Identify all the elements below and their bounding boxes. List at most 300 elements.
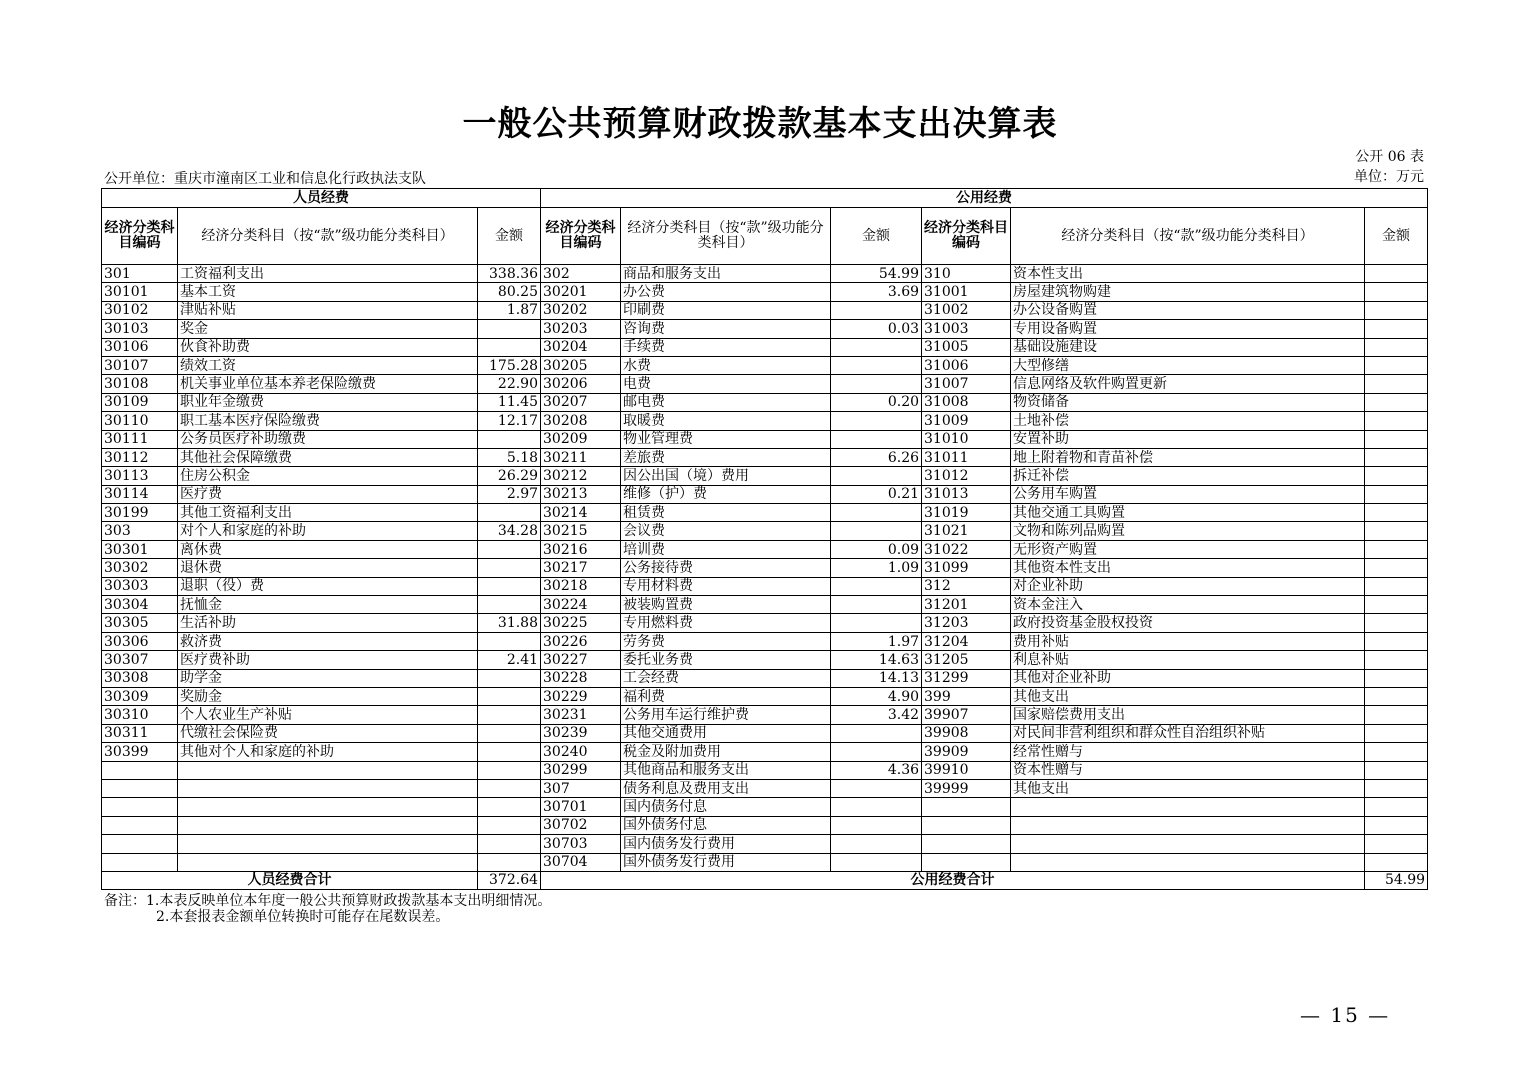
- cell-name: 维修（护）费: [621, 485, 831, 503]
- cell-name: 其他工资福利支出: [178, 504, 478, 522]
- cell-amount: [1365, 761, 1428, 779]
- cell-name: 对个人和家庭的补助: [178, 522, 478, 540]
- table-row: [102, 687, 1428, 705]
- cell-amount: [1365, 706, 1428, 724]
- section-personnel: 人员经费: [102, 189, 541, 208]
- cell-name: 资本性支出: [1011, 265, 1365, 283]
- note-line-1: 备注：1.本表反映单位本年度一般公共预算财政拨款基本支出明细情况。: [104, 893, 552, 909]
- cell-name: 商品和服务支出: [621, 265, 831, 283]
- totals-row: [102, 871, 1428, 889]
- cell-amount: [831, 338, 922, 356]
- cell-code: 31299: [922, 669, 1011, 687]
- cell-amount: [831, 596, 922, 614]
- cell-name: 国家赔偿费用支出: [1011, 706, 1365, 724]
- cell-amount: 12.17: [478, 412, 541, 430]
- header-code-3: 经济分类科目编码: [922, 208, 1011, 265]
- cell-name: 专用设备购置: [1011, 320, 1365, 338]
- table-row: [102, 320, 1428, 338]
- cell-amount: [1365, 577, 1428, 595]
- cell-name: 水费: [621, 356, 831, 374]
- cell-amount: 4.36: [831, 761, 922, 779]
- cell-code: [102, 761, 178, 779]
- cell-code: 31204: [922, 632, 1011, 650]
- cell-name: 债务利息及费用支出: [621, 779, 831, 797]
- cell-amount: [1365, 283, 1428, 301]
- cell-amount: [1365, 301, 1428, 319]
- cell-amount: 14.13: [831, 669, 922, 687]
- cell-amount: 80.25: [478, 283, 541, 301]
- cell-name: 资本性赠与: [1011, 761, 1365, 779]
- cell-code: 30215: [541, 522, 621, 540]
- cell-name: 信息网络及软件购置更新: [1011, 375, 1365, 393]
- cell-code: 30102: [102, 301, 178, 319]
- table-row: [102, 706, 1428, 724]
- cell-amount: [1365, 265, 1428, 283]
- cell-code: 30213: [541, 485, 621, 503]
- cell-code: 399: [922, 687, 1011, 705]
- cell-amount: [1365, 375, 1428, 393]
- cell-code: 30204: [541, 338, 621, 356]
- table-row: [102, 596, 1428, 614]
- cell-code: 30207: [541, 393, 621, 411]
- cell-name: 大型修缮: [1011, 356, 1365, 374]
- cell-code: [922, 816, 1011, 834]
- cell-code: 30225: [541, 614, 621, 632]
- cell-code: 30110: [102, 412, 178, 430]
- cell-name: 取暖费: [621, 412, 831, 430]
- cell-code: 30305: [102, 614, 178, 632]
- cell-code: 30704: [541, 853, 621, 871]
- cell-name: 劳务费: [621, 632, 831, 650]
- cell-amount: 1.09: [831, 559, 922, 577]
- cell-name: 退休费: [178, 559, 478, 577]
- cell-code: [102, 779, 178, 797]
- cell-amount: [1365, 614, 1428, 632]
- cell-code: [922, 798, 1011, 816]
- personnel-total-value: 372.64: [478, 871, 541, 889]
- cell-name: 医疗费: [178, 485, 478, 503]
- table-row: [102, 430, 1428, 448]
- cell-amount: [1365, 632, 1428, 650]
- table-row: [102, 338, 1428, 356]
- cell-code: 30107: [102, 356, 178, 374]
- cell-amount: 3.42: [831, 706, 922, 724]
- cell-code: 30101: [102, 283, 178, 301]
- cell-name: 拆迁补偿: [1011, 467, 1365, 485]
- header-amount-3: 金额: [1365, 208, 1428, 265]
- cell-code: 30106: [102, 338, 178, 356]
- cell-amount: [1365, 651, 1428, 669]
- cell-name: 政府投资基金股权投资: [1011, 614, 1365, 632]
- cell-code: [102, 798, 178, 816]
- cell-code: 30303: [102, 577, 178, 595]
- cell-amount: 5.18: [478, 448, 541, 466]
- cell-name: 基本工资: [178, 283, 478, 301]
- cell-amount: [1365, 393, 1428, 411]
- header-amount-2: 金额: [831, 208, 922, 265]
- cell-amount: [1365, 448, 1428, 466]
- cell-code: 312: [922, 577, 1011, 595]
- table-row: [102, 724, 1428, 742]
- cell-name: 津贴补贴: [178, 301, 478, 319]
- cell-name: [1011, 816, 1365, 834]
- cell-name: 代缴社会保险费: [178, 724, 478, 742]
- cell-name: 印刷费: [621, 301, 831, 319]
- cell-code: 30227: [541, 651, 621, 669]
- cell-code: 31012: [922, 467, 1011, 485]
- cell-amount: [478, 632, 541, 650]
- section-public: 公用经费: [541, 189, 1428, 208]
- cell-amount: [831, 467, 922, 485]
- table-row: [102, 577, 1428, 595]
- cell-code: 30208: [541, 412, 621, 430]
- cell-code: 30214: [541, 504, 621, 522]
- cell-name: 邮电费: [621, 393, 831, 411]
- cell-amount: 22.90: [478, 375, 541, 393]
- cell-amount: [1365, 687, 1428, 705]
- cell-name: 其他资本性支出: [1011, 559, 1365, 577]
- cell-code: 30702: [541, 816, 621, 834]
- cell-name: 奖励金: [178, 687, 478, 705]
- cell-amount: 3.69: [831, 283, 922, 301]
- cell-amount: 175.28: [478, 356, 541, 374]
- cell-name: 其他交通费用: [621, 724, 831, 742]
- cell-code: 31006: [922, 356, 1011, 374]
- cell-code: 30201: [541, 283, 621, 301]
- cell-amount: [1365, 485, 1428, 503]
- cell-code: 31205: [922, 651, 1011, 669]
- cell-amount: 0.03: [831, 320, 922, 338]
- cell-code: 30218: [541, 577, 621, 595]
- cell-name: 因公出国（境）费用: [621, 467, 831, 485]
- cell-name: 专用燃料费: [621, 614, 831, 632]
- cell-amount: [1365, 412, 1428, 430]
- cell-amount: [1365, 724, 1428, 742]
- table-row: [102, 412, 1428, 430]
- cell-amount: [831, 522, 922, 540]
- cell-amount: [831, 301, 922, 319]
- cell-amount: [831, 577, 922, 595]
- money-unit: 单位：万元: [1354, 169, 1424, 185]
- cell-name: 培训费: [621, 540, 831, 558]
- cell-code: 30302: [102, 559, 178, 577]
- table-row: [102, 632, 1428, 650]
- cell-amount: [478, 504, 541, 522]
- cell-amount: [478, 724, 541, 742]
- header-name-2: 经济分类科目（按“款”级功能分类科目）: [621, 208, 831, 265]
- cell-amount: [831, 798, 922, 816]
- cell-code: 30202: [541, 301, 621, 319]
- cell-code: 30703: [541, 835, 621, 853]
- cell-code: 31203: [922, 614, 1011, 632]
- cell-code: 31021: [922, 522, 1011, 540]
- cell-code: 31013: [922, 485, 1011, 503]
- cell-amount: 34.28: [478, 522, 541, 540]
- cell-code: 39908: [922, 724, 1011, 742]
- table-row: [102, 779, 1428, 797]
- cell-amount: [478, 320, 541, 338]
- cell-amount: [1365, 467, 1428, 485]
- cell-amount: [1365, 743, 1428, 761]
- cell-amount: [478, 743, 541, 761]
- cell-code: 30111: [102, 430, 178, 448]
- cell-amount: [831, 743, 922, 761]
- cell-code: 310: [922, 265, 1011, 283]
- cell-name: 租赁费: [621, 504, 831, 522]
- cell-code: 30309: [102, 687, 178, 705]
- page-number: — 15 —: [1300, 1003, 1391, 1027]
- cell-code: 30224: [541, 596, 621, 614]
- section-header-row: [102, 189, 1428, 208]
- cell-name: [178, 853, 478, 871]
- cell-amount: [831, 724, 922, 742]
- cell-name: 安置补助: [1011, 430, 1365, 448]
- cell-amount: 0.20: [831, 393, 922, 411]
- table-row: [102, 743, 1428, 761]
- cell-amount: [1365, 320, 1428, 338]
- cell-amount: [1365, 504, 1428, 522]
- form-number: 公开 06 表: [1355, 149, 1424, 165]
- cell-name: 被装购置费: [621, 596, 831, 614]
- cell-amount: 6.26: [831, 448, 922, 466]
- cell-name: [178, 816, 478, 834]
- cell-code: 30217: [541, 559, 621, 577]
- cell-name: 奖金: [178, 320, 478, 338]
- cell-code: 30114: [102, 485, 178, 503]
- cell-code: 30199: [102, 504, 178, 522]
- cell-name: 住房公积金: [178, 467, 478, 485]
- table-row: [102, 853, 1428, 871]
- cell-name: 土地补偿: [1011, 412, 1365, 430]
- cell-amount: [1365, 669, 1428, 687]
- cell-code: 30229: [541, 687, 621, 705]
- table-row: [102, 301, 1428, 319]
- note-line-2: 2.本套报表金额单位转换时可能存在尾数误差。: [156, 909, 450, 925]
- cell-amount: [1365, 779, 1428, 797]
- cell-amount: 14.63: [831, 651, 922, 669]
- cell-amount: 11.45: [478, 393, 541, 411]
- table-row: [102, 265, 1428, 283]
- cell-amount: [1365, 559, 1428, 577]
- table-row: [102, 393, 1428, 411]
- cell-amount: [831, 375, 922, 393]
- cell-code: 30211: [541, 448, 621, 466]
- cell-name: 办公设备购置: [1011, 301, 1365, 319]
- cell-code: 31002: [922, 301, 1011, 319]
- table-row: [102, 504, 1428, 522]
- cell-code: 30311: [102, 724, 178, 742]
- cell-code: 30306: [102, 632, 178, 650]
- cell-code: 301: [102, 265, 178, 283]
- header-code-2: 经济分类科目编码: [541, 208, 621, 265]
- cell-name: 公务接待费: [621, 559, 831, 577]
- cell-name: 职工基本医疗保险缴费: [178, 412, 478, 430]
- table-row: [102, 356, 1428, 374]
- cell-code: 30308: [102, 669, 178, 687]
- cell-name: 伙食补助费: [178, 338, 478, 356]
- cell-code: [922, 835, 1011, 853]
- reporting-unit: 公开单位：重庆市潼南区工业和信息化行政执法支队: [104, 171, 426, 187]
- cell-code: 30206: [541, 375, 621, 393]
- column-header-row: [102, 208, 1428, 265]
- cell-code: 39910: [922, 761, 1011, 779]
- cell-code: 30307: [102, 651, 178, 669]
- table-row: [102, 485, 1428, 503]
- cell-name: 资本金注入: [1011, 596, 1365, 614]
- cell-name: 其他社会保障缴费: [178, 448, 478, 466]
- cell-amount: [831, 356, 922, 374]
- expenditure-table: [101, 188, 1428, 890]
- table-row: [102, 522, 1428, 540]
- cell-amount: [1365, 540, 1428, 558]
- table-row: [102, 816, 1428, 834]
- cell-name: 抚恤金: [178, 596, 478, 614]
- cell-code: 31001: [922, 283, 1011, 301]
- cell-name: 利息补贴: [1011, 651, 1365, 669]
- cell-code: 30299: [541, 761, 621, 779]
- cell-name: 对企业补助: [1011, 577, 1365, 595]
- cell-name: 差旅费: [621, 448, 831, 466]
- cell-code: [102, 835, 178, 853]
- cell-amount: 2.41: [478, 651, 541, 669]
- cell-name: 咨询费: [621, 320, 831, 338]
- cell-amount: [478, 430, 541, 448]
- table-row: [102, 283, 1428, 301]
- cell-name: 机关事业单位基本养老保险缴费: [178, 375, 478, 393]
- cell-code: 303: [102, 522, 178, 540]
- cell-amount: [831, 504, 922, 522]
- cell-amount: [831, 779, 922, 797]
- cell-code: 31009: [922, 412, 1011, 430]
- cell-amount: [478, 596, 541, 614]
- table-row: [102, 761, 1428, 779]
- cell-name: 无形资产购置: [1011, 540, 1365, 558]
- cell-amount: [1365, 356, 1428, 374]
- cell-code: 31011: [922, 448, 1011, 466]
- cell-amount: [831, 816, 922, 834]
- cell-amount: [478, 779, 541, 797]
- cell-name: 国内债务付息: [621, 798, 831, 816]
- cell-name: 经常性赠与: [1011, 743, 1365, 761]
- cell-name: 职业年金缴费: [178, 393, 478, 411]
- cell-name: 其他对企业补助: [1011, 669, 1365, 687]
- cell-name: 国外债务发行费用: [621, 853, 831, 871]
- public-total-value: 54.99: [1365, 871, 1428, 889]
- table-row: [102, 835, 1428, 853]
- cell-name: 其他支出: [1011, 687, 1365, 705]
- cell-name: 个人农业生产补贴: [178, 706, 478, 724]
- cell-amount: 0.21: [831, 485, 922, 503]
- cell-name: 物资储备: [1011, 393, 1365, 411]
- cell-name: 其他对个人和家庭的补助: [178, 743, 478, 761]
- cell-code: 39999: [922, 779, 1011, 797]
- cell-name: 税金及附加费用: [621, 743, 831, 761]
- cell-amount: [1365, 338, 1428, 356]
- table-row: [102, 540, 1428, 558]
- cell-name: 退职（役）费: [178, 577, 478, 595]
- cell-name: [178, 761, 478, 779]
- cell-amount: [478, 669, 541, 687]
- cell-amount: [1365, 522, 1428, 540]
- cell-name: 生活补助: [178, 614, 478, 632]
- cell-name: [178, 835, 478, 853]
- cell-amount: [1365, 798, 1428, 816]
- header-name-3: 经济分类科目（按“款”级功能分类科目）: [1011, 208, 1365, 265]
- cell-amount: 0.09: [831, 540, 922, 558]
- cell-name: [178, 779, 478, 797]
- cell-amount: [478, 559, 541, 577]
- cell-amount: [478, 577, 541, 595]
- cell-code: 31003: [922, 320, 1011, 338]
- cell-name: 绩效工资: [178, 356, 478, 374]
- cell-name: 助学金: [178, 669, 478, 687]
- cell-code: 31007: [922, 375, 1011, 393]
- cell-code: 30304: [102, 596, 178, 614]
- cell-amount: [1365, 835, 1428, 853]
- table-row: [102, 798, 1428, 816]
- cell-code: 31005: [922, 338, 1011, 356]
- cell-code: 30231: [541, 706, 621, 724]
- cell-name: 电费: [621, 375, 831, 393]
- cell-name: 国内债务发行费用: [621, 835, 831, 853]
- cell-code: 31008: [922, 393, 1011, 411]
- header-name-1: 经济分类科目（按“款”级功能分类科目）: [178, 208, 478, 265]
- cell-amount: [478, 798, 541, 816]
- cell-code: 307: [541, 779, 621, 797]
- cell-name: 国外债务付息: [621, 816, 831, 834]
- cell-amount: [478, 338, 541, 356]
- table-row: [102, 651, 1428, 669]
- cell-name: 专用材料费: [621, 577, 831, 595]
- cell-name: 福利费: [621, 687, 831, 705]
- notes: [104, 893, 551, 925]
- cell-code: 30109: [102, 393, 178, 411]
- cell-name: 其他支出: [1011, 779, 1365, 797]
- cell-name: 地上附着物和青苗补偿: [1011, 448, 1365, 466]
- table-row: [102, 559, 1428, 577]
- public-total-label: 公用经费合计: [541, 871, 1365, 889]
- cell-code: 30228: [541, 669, 621, 687]
- personnel-total-label: 人员经费合计: [102, 871, 478, 889]
- cell-amount: [1365, 596, 1428, 614]
- cell-name: 工资福利支出: [178, 265, 478, 283]
- cell-amount: 1.87: [478, 301, 541, 319]
- cell-amount: [1365, 430, 1428, 448]
- cell-code: 30103: [102, 320, 178, 338]
- cell-code: 30240: [541, 743, 621, 761]
- cell-amount: [478, 540, 541, 558]
- table-row: [102, 614, 1428, 632]
- cell-amount: [831, 853, 922, 871]
- cell-name: 公务用车购置: [1011, 485, 1365, 503]
- cell-amount: [831, 614, 922, 632]
- cell-name: 办公费: [621, 283, 831, 301]
- cell-amount: [478, 761, 541, 779]
- table-row: [102, 467, 1428, 485]
- cell-amount: [478, 706, 541, 724]
- cell-name: 房屋建筑物购建: [1011, 283, 1365, 301]
- cell-name: 基础设施建设: [1011, 338, 1365, 356]
- cell-code: 30112: [102, 448, 178, 466]
- cell-name: 会议费: [621, 522, 831, 540]
- cell-amount: 1.97: [831, 632, 922, 650]
- cell-code: [102, 816, 178, 834]
- header-code-1: 经济分类科目编码: [102, 208, 178, 265]
- cell-name: 工会经费: [621, 669, 831, 687]
- cell-amount: [478, 853, 541, 871]
- cell-code: 31099: [922, 559, 1011, 577]
- cell-code: 30209: [541, 430, 621, 448]
